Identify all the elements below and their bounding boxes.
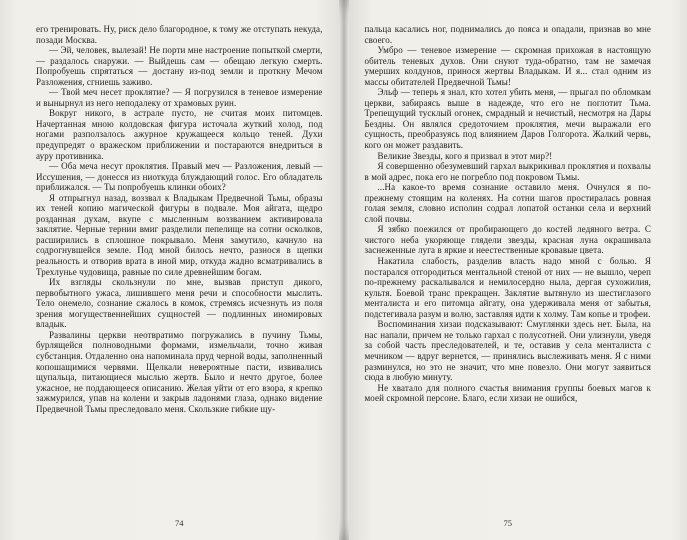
- paragraph: Вокруг никого, в астрале пусто, не считая моих питомцев. Начертанная мною колдовская фигура источала жуткий холод, под ногами разползалось ажурное кружащееся кольцо теней. Духи предупредят о вражеском приближении и постараются внедриться в ауру противника.: [36, 108, 323, 161]
- page-left: [0, 0, 339, 540]
- paragraph: Их взгляды скользнули по мне, вызвав приступ дикого, первобытного ужаса, лишившего меня речи и способности мыслить. Тело онемело, сознание сжалось в комок, стремясь исчезнуть из поля зрения могущественнейших сущностей — подлинных иномировых владык.: [36, 277, 323, 330]
- paragraph: Воспоминания хизаи подсказывают: Смуглянки здесь нет. Была, на нас напали, причем не только гархал с полусотней. Они улизнули, уведя за собой часть преследователей, и те, оставив у села менталиста с мечником — вдруг вернется, — принялись выслеживать меня. Я с ними разминулся, но это не значит, что мне повезло. Они могут заявиться сюда в любую минуту.: [364, 319, 651, 383]
- paragraph: ...На какое-то время сознание оставило меня. Очнулся я по-прежнему стоящим на коленях. На сотни шагов простиралась ровная голая земля, словно исполин содрал лопатой останки села и верхний слой почвы.: [364, 182, 651, 224]
- paragraph: Развалины церкви неотвратимо погружались в пучину Тьмы, бурлящейся полноводными формами, измельчали, точно живая субстанция. Отдаленно она напоминала пруд черной воды, заполненный копошащимися червями. Щелкали невероятные пасти, извивались щупальца, питающиеся мыслью жертв. Было и нечто другое, более ужасное, не поддающееся описанию. Желая уйти от его взора, я крепко зажмурился, упав на колени и закрыв ладонями глаза, однако видение Предвечной Тьмы преследовало меня. Скользкие гибкие щу-: [36, 329, 323, 414]
- page-right: [349, 0, 687, 540]
- paragraph: Накатила слабость, разделив власть надо мной с болью. Я постарался отгородиться ментальной стеной от них — не вышло, череп по-прежнему раскалывался и немилосердно ныла, дергая сухожилия, культя. Боевой транс прекращен. Заклятие вытянуло из шестиглазого менталиста и его питомца айгату, она удерживала меня от забытья, подстегивала разум и волю, заставляя идти к холму. Там копье и трофеи.: [364, 256, 651, 319]
- paragraph: — Твой меч несет проклятие? — Я погрузился в теневое измерение и вынырнул из него неподалеку от храмовых руин.: [36, 87, 323, 108]
- page-number-right: 75: [503, 518, 512, 528]
- page-left-text: [36, 24, 323, 513]
- paragraph: Не хватало для полного счастья внимания группы боевых магов к моей скромной персоне. Благо, если хизаи не ошибся,: [364, 382, 651, 404]
- paragraph: Я отпрыгнул назад, воззвал к Владыкам Предвечной Тьмы, образы их теней копию магической фигуры в подвале. Моя айгата, щедро розданная духам, вкупе с мысленным воззванием активировала заклятие. Черные тернии вмиг разделили пепелище на сотни осколков, расширились в сплошное покрывало. Меня замутило, качнуло на содрогнувшейся земле. Под мной билось нечто, разнося в щепки реальность и отворив врата в иной мир, откуда жадно всматривались в Трехлунье чудовища, равные по силе древнейшим богам.: [36, 192, 323, 277]
- paragraph: его тренировать. Ну, риск дело благородное, к тому же отступать некуда, позади Москва.: [36, 24, 323, 45]
- paragraph: пальца касались ног, поднимались до пояса и опадали, признав во мне своего.: [364, 24, 651, 45]
- paragraph: Я зябко поежился от пробирающего до костей ледяного ветра. С чистого неба укоряюще глядели звезды, красная луна окрашивала заснеженные луга в яркие и неестественные кровавые цвета.: [364, 224, 651, 256]
- page-number-left: 74: [175, 518, 184, 528]
- gutter-shadow: [339, 0, 349, 540]
- paragraph: Умбро — теневое измерение — скромная прихожая в настоящую обитель теневых духов. Они снуют туда-обратно, там не замечая умерших колдунов, принося жертвы Владыкам. И я... стал одним из массы обитателей Предвечной Тьмы!: [364, 45, 651, 87]
- paragraph: Я совершенно обезумевший гархал выкрикивал проклятия и похвалы в мой адрес, пока его не погребло под покровом Тьмы.: [364, 161, 651, 182]
- paragraph: — Оба меча несут проклятия. Правый меч — Разложения, левый — Иссушения, — донесся из ниоткуда блуждающий голос. Его обладатель приближался. — Ты попробуешь клинки обоих?: [36, 161, 323, 193]
- page-right-text: [365, 24, 652, 513]
- paragraph: — Эй, человек, вылезай! Не порти мне настроение попыткой смерти, — раздалось снаружи. — Выйдешь сам — обещаю легкую смерть. Попробуешь спрятаться — достану из-под земли и проткну Мечом Разложения, сгниешь заживо.: [36, 45, 323, 87]
- paragraph: Эльф — теперь я знал, кто хотел убить меня, — прыгал по обломкам церкви, забираясь выше в надежде, что его не поглотит Тьма. Трепещущий тусклый огонек, смрадный и нечистый, несмотря на Дары Бездны. Он являлся средоточием проклятия, мечи выражали его сущность, преобразуясь под влиянием Даров Голгорота. Жалкий червь, кого он может раздавить.: [364, 87, 651, 151]
- paragraph: Великие Звезды, кого я призвал в этот мир?!: [377, 150, 553, 161]
